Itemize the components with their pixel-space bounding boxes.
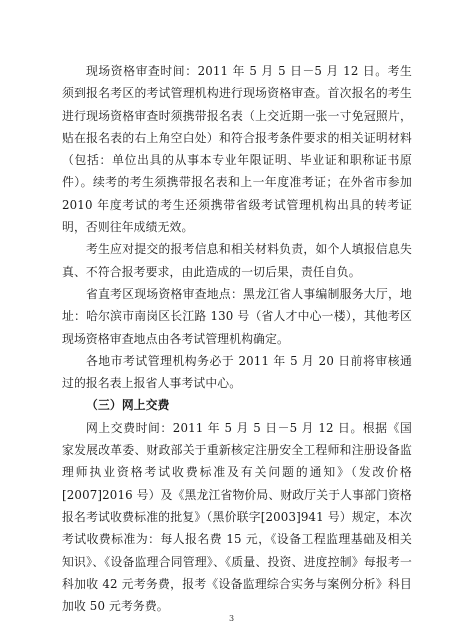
page-number: 3 bbox=[228, 614, 235, 623]
paragraph-submission-deadline: 各地市考试管理机构务必于 2011 年 5 月 20 日前将审核通过的报名表上报省人事考试中心。 bbox=[62, 353, 412, 391]
section-heading-online-payment: （三）网上交费 bbox=[86, 398, 170, 413]
paragraph-payment-details: 网上交费时间：2011 年 5 月 5 日－5 月 12 日。根据《国家发展改革委、财政部关于重新核定注册安全工程师和注册设备监理师执业资格考试收费标准及有关问题的通知》（发改价格[2007]2016 号）及《黑龙江省物价局、财政厅关于人事部门资格报名考试收费标准的批复》（黑价联字[2003]941 号）规定，本次考试收费标准为：每人报名费 15 元，《设备工程监理基础及相关知识》、《设备监理合同管理》、《质量、投资、进度控制》每报考一科加收 42 元考务费，报考《设备监理综合实务与案例分析》科目加收 50 元考务费。 bbox=[62, 420, 412, 614]
paragraph-candidate-responsibility: 考生应对提交的报考信息和相关材料负责，如个人填报信息失真、不符合报考要求，由此造成的一切后果，责任自负。 bbox=[62, 242, 412, 279]
paragraph-review-location: 省直考区现场资格审查地点：黑龙江省人事编制服务大厅，地址：哈尔滨市南岗区长江路 130 号（省人才中心一楼），其他考区现场资格审查地点由各考试管理机构确定。 bbox=[62, 286, 412, 346]
document-body bbox=[62, 60, 412, 617]
paragraph-onsite-review-time: 现场资格审查时间：2011 年 5 月 5 日－5 月 12 日。考生须到报名考区的考试管理机构进行现场资格审查。首次报名的考生进行现场资格审查时须携带报名表（上交近期一张一寸免冠照片，贴在报名表的右上角空白处）和符合报考条件要求的相关证明材料（包括：单位出具的从事本专业年限证明、毕业证和职称证书原件）。续考的考生须携带报名表和上一年度准考证；在外省市参加 2010 年度考试的考生还须携带省级考试管理机构出具的转考证明，否则往年成绩无效。 bbox=[62, 64, 412, 235]
